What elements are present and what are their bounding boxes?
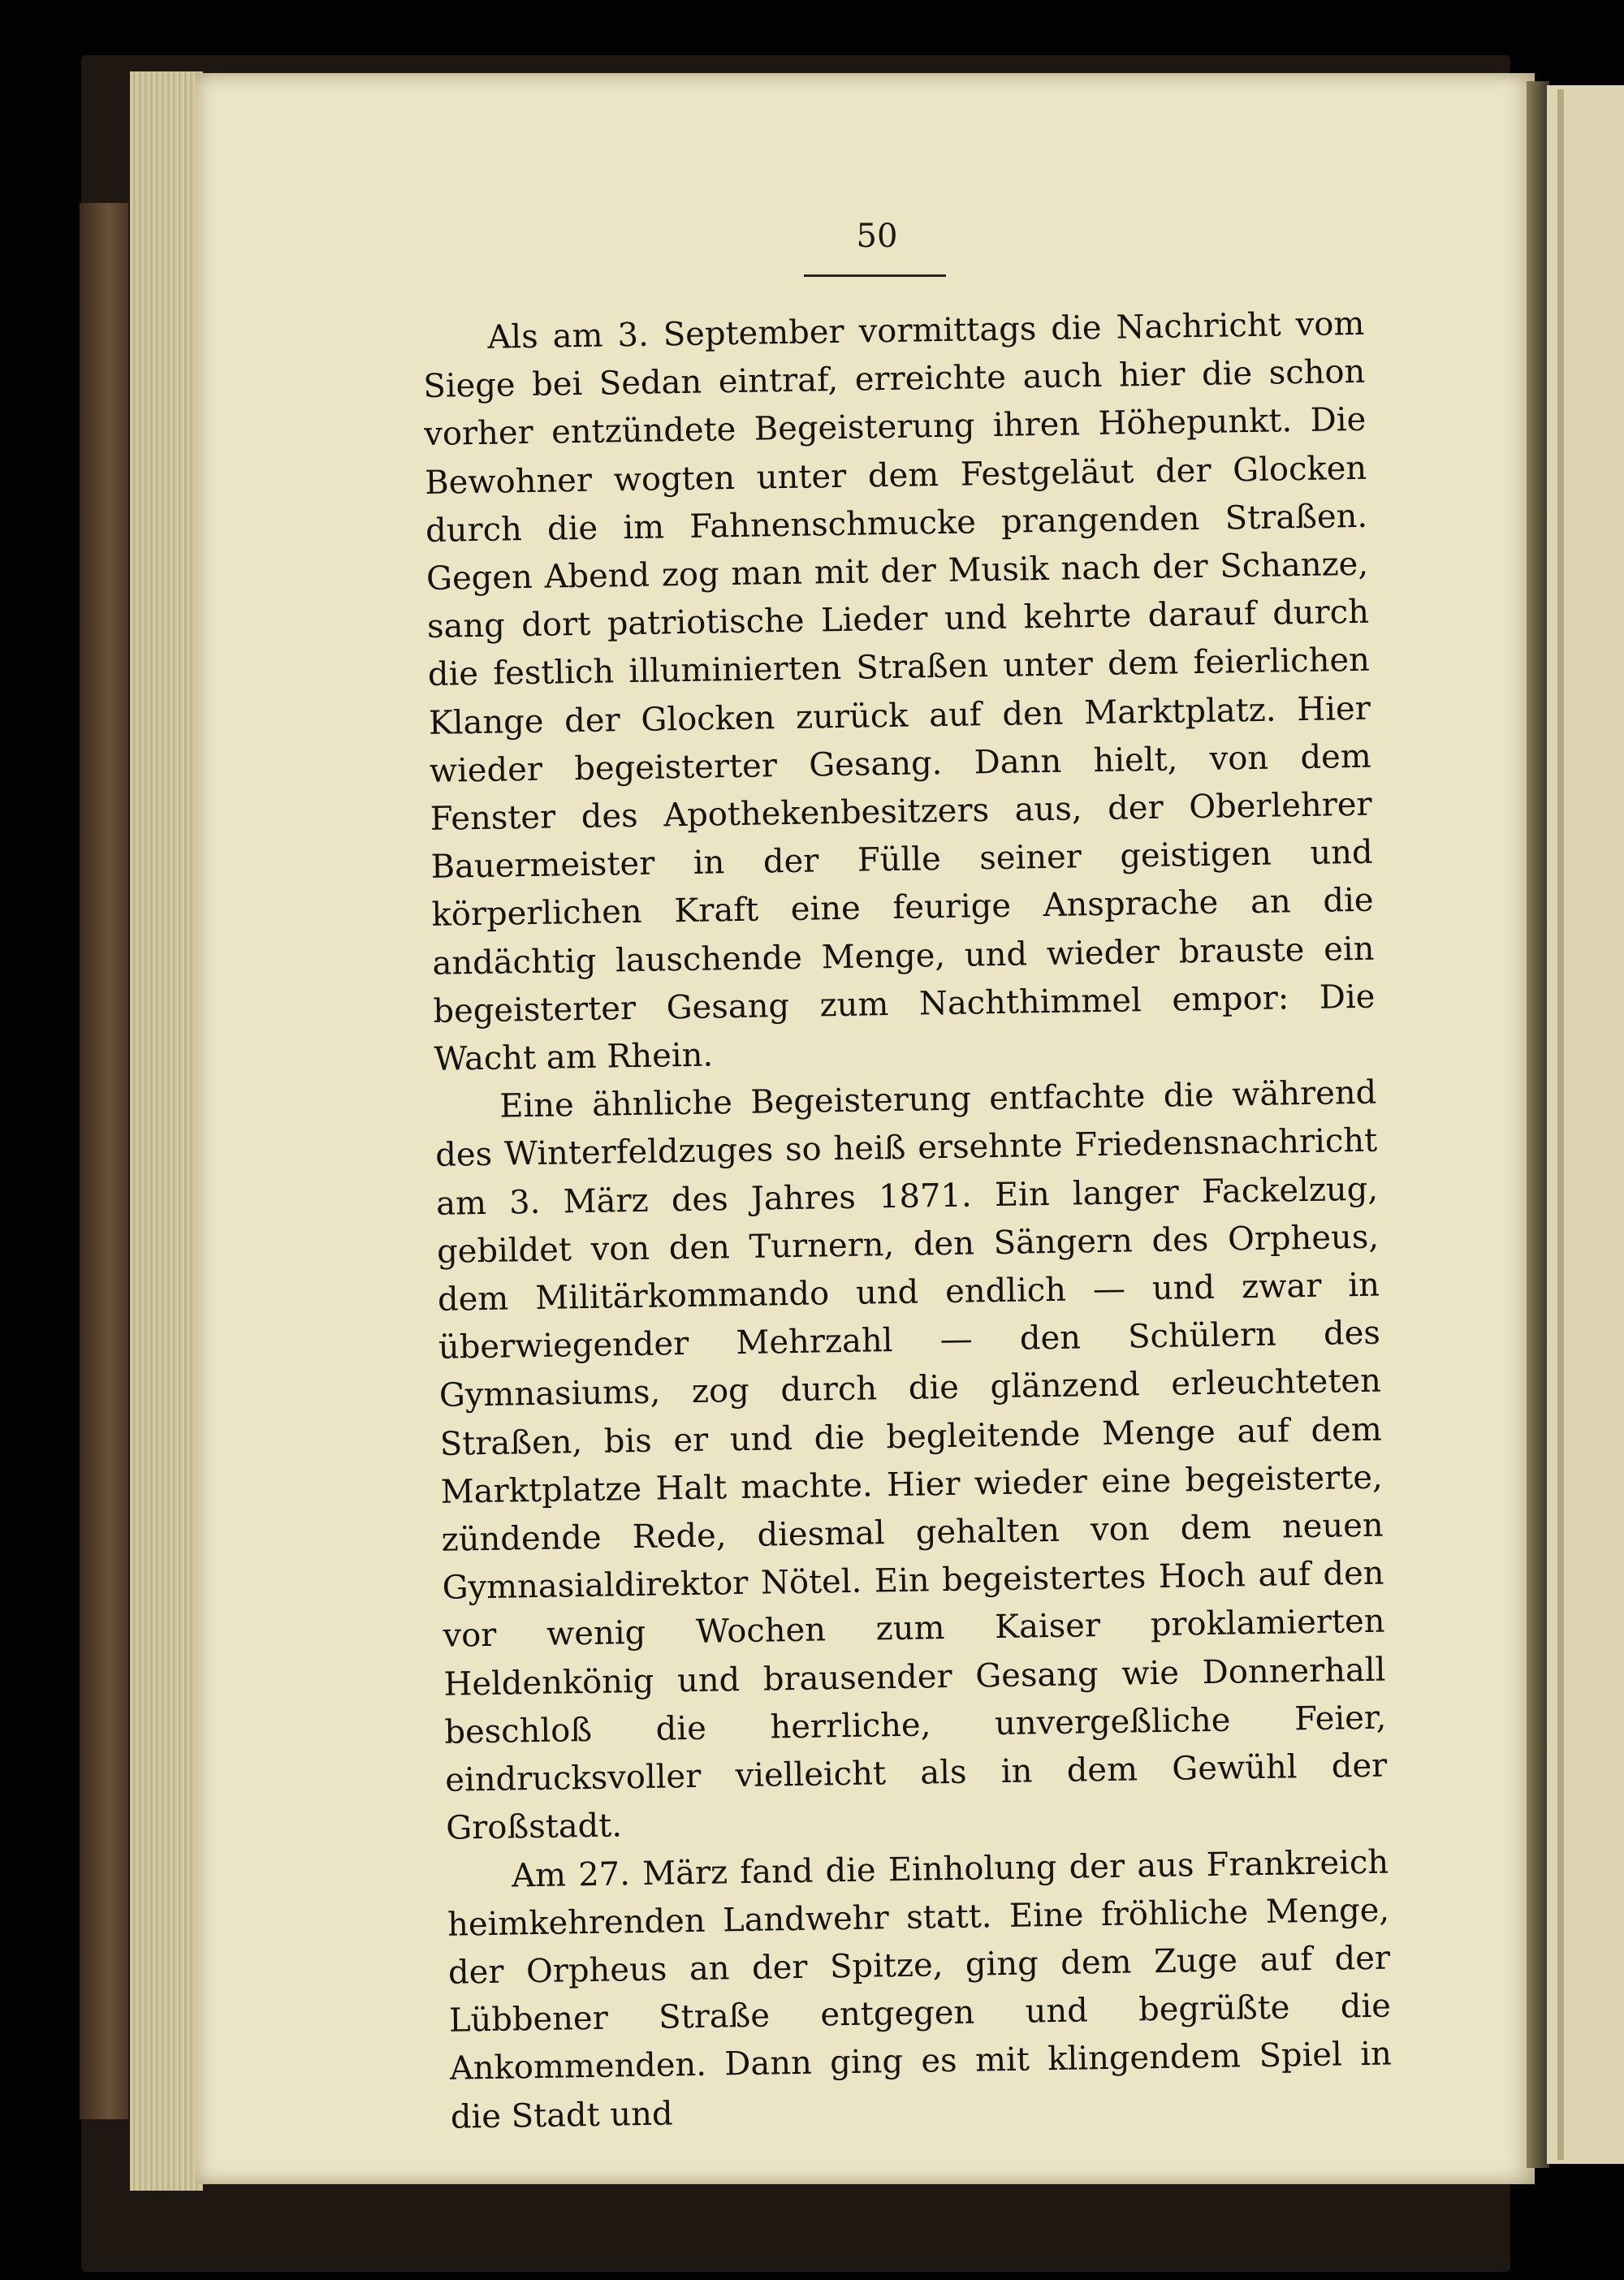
paragraph-2: Eine ähnliche Begeisterung entfachte die während des Winterfeldzuges so heiß ersehnte Friedensnachricht am 3. März des Jahres 1871. Ein langer Fackelzug, gebildet von den Turnern, den Sängern des Orpheus, dem Militärkommando und endlich — und zwar in überwiegender Mehrzahl — den Schülern des Gymnasiums, zog durch die glänzend erleuchteten Straßen, bis er und die begleitende Menge auf dem Marktplatze Halt machte. Hier wieder eine begeisterte, zündende Rede, diesmal gehalten von dem neuen Gymnasialdirektor Nötel. Ein begeistertes Hoch auf den vor wenig Wochen zum Kaiser proklamierten Heldenkönig und brausender Gesang wie Donnerhall beschloß die herrliche, unvergeßliche Feier, eindrucksvoller vielleicht als in dem Gewühl der Großstadt. xyxy=(434,1073,1388,1848)
page-number: 50 xyxy=(856,218,898,255)
facing-page-edge xyxy=(1557,89,1564,2160)
page-stack-edge xyxy=(130,71,203,2191)
paragraph-1: Als am 3. September vormittags die Nachricht vom Siege bei Sedan eintraf, erreichte auch hier die schon vorher entzündete Begeisterung ihren Höhepunkt. Die Bewohner wogten unter dem Festgeläut der Glocken durch die im Fahnenschmucke prangenden Straßen. Gegen Abend zog man mit der Musik nach der Schanze, sang dort patriotische Lieder und kehrte darauf durch die festlich illuminierten Straßen unter dem feierlichen Klange der Glocken zurück auf den Marktplatz. Hier wieder begeisterter Gesang. Dann hielt, von dem Fenster des Apothekenbesitzers aus, der Oberlehrer Bauermeister in der Fülle seiner geistigen und körperlichen Kraft eine feurige Ansprache an die andächtig lauschende Menge, und wieder brauste ein begeisterter Gesang zum Nachthimmel empor: Die Wacht am Rhein. xyxy=(423,304,1376,1078)
book-gutter xyxy=(1527,81,1549,2168)
page-number-rule xyxy=(804,274,946,277)
body-text xyxy=(422,300,1393,2142)
paragraph-3: Am 27. März fand die Einholung der aus Frankreich heimkehrenden Landwehr statt. Eine fröhliche Menge, der Orpheus an der Spitze, ging dem Zuge auf der Lübbener Straße entgegen und begrüßte die Ankommenden. Dann ging es mit klingendem Spiel in die Stadt und xyxy=(447,1843,1393,2136)
book-cover-edge xyxy=(80,203,128,2119)
